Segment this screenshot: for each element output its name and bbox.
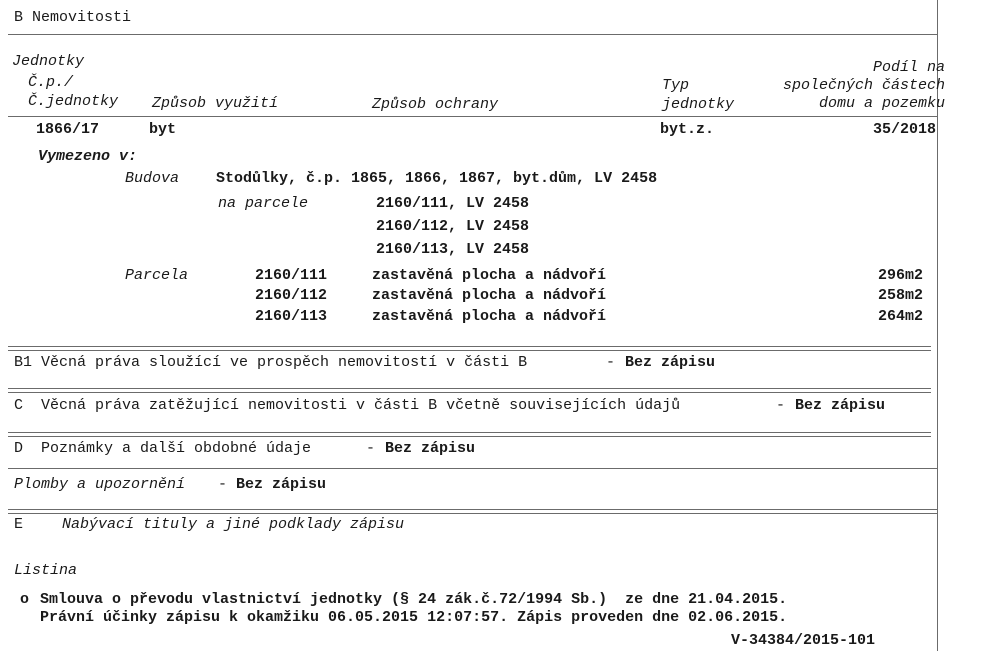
header-cjednotky: Č.jednotky — [28, 93, 119, 110]
b1-divider — [8, 350, 931, 351]
plomby-divider — [8, 468, 937, 469]
c-dash: - — [776, 397, 786, 414]
header-typ-jednotky: jednotky — [662, 96, 735, 113]
listina-bullet: o — [20, 591, 30, 608]
budova-label: Budova — [125, 170, 180, 187]
header-podil-1: Podíl na — [872, 59, 945, 76]
parcela-area: 258m2 — [877, 287, 923, 304]
parcela-type: zastavěná plocha a nádvoří — [372, 267, 607, 284]
e-divider — [8, 509, 937, 510]
parcela-area: 264m2 — [877, 308, 923, 325]
plomby-label: Plomby a upozornění — [14, 476, 186, 493]
unit-share: 35/2018 — [872, 121, 936, 138]
d-divider — [8, 432, 931, 433]
b1-value: Bez zápisu — [625, 354, 716, 371]
parcela-type: zastavěná plocha a nádvoří — [372, 308, 607, 325]
header-underline — [8, 116, 937, 117]
d-label: D Poznámky a další obdobné údaje — [14, 440, 312, 457]
b1-divider — [8, 346, 931, 347]
c-value: Bez zápisu — [795, 397, 886, 414]
plomby-value: Bez zápisu — [236, 476, 327, 493]
d-value: Bez zápisu — [385, 440, 476, 457]
c-divider — [8, 392, 931, 393]
header-podil-3: domu a pozemku — [818, 95, 945, 112]
plomby-dash: - — [218, 476, 228, 493]
budova-value: Stodůlky, č.p. 1865, 1866, 1867, byt.dům, LV 2458 — [216, 170, 658, 187]
e-divider — [8, 513, 937, 514]
parcela-number: 2160/112 — [255, 287, 328, 304]
header-cp: Č.p./ — [28, 74, 74, 91]
unit-number: 1866/17 — [36, 121, 100, 138]
listina-line-2: Právní účinky zápisu k okamžiku 06.05.2015 12:07:57. Zápis proveden dne 02.06.2015. — [40, 609, 788, 626]
parcela-label: Parcela — [125, 267, 189, 284]
unit-use: byt — [149, 121, 177, 138]
unit-type: byt.z. — [660, 121, 715, 138]
parcela-type: zastavěná plocha a nádvoří — [372, 287, 607, 304]
listina-label: Listina — [14, 562, 78, 579]
header-zpusob-vyuziti: Způsob využití — [152, 95, 279, 112]
c-divider — [8, 388, 931, 389]
d-dash: - — [366, 440, 376, 457]
vymezeno-label: Vymezeno v: — [38, 148, 138, 165]
na-parcele-item: 2160/112, LV 2458 — [376, 218, 530, 235]
c-label: C Věcná práva zatěžující nemovitosti v části B včetně souvisejících údajů — [14, 397, 681, 414]
e-letter: E — [14, 516, 24, 533]
header-typ: Typ — [662, 77, 690, 94]
b1-label: B1 Věcná práva sloužící ve prospěch nemovitostí v části B — [14, 354, 528, 371]
header-jednotky: Jednotky — [12, 53, 85, 70]
parcela-number: 2160/113 — [255, 308, 328, 325]
section-b-title: B Nemovitosti — [14, 9, 132, 26]
listina-line-1: Smlouva o převodu vlastnictví jednotky (§ 24 zák.č.72/1994 Sb.) ze dne 21.04.2015. — [40, 591, 788, 608]
na-parcele-item: 2160/113, LV 2458 — [376, 241, 530, 258]
parcela-area: 296m2 — [877, 267, 923, 284]
e-title: Nabývací tituly a jiné podklady zápisu — [62, 516, 405, 533]
listina-reference: V-34384/2015-101 — [731, 632, 876, 649]
na-parcele-label: na parcele — [218, 195, 309, 212]
parcela-number: 2160/111 — [255, 267, 328, 284]
header-zpusob-ochrany: Způsob ochrany — [372, 96, 499, 113]
d-divider — [8, 436, 931, 437]
section-b-divider — [8, 34, 937, 35]
b1-dash: - — [606, 354, 616, 371]
header-podil-2: společných částech — [782, 77, 945, 94]
na-parcele-item: 2160/111, LV 2458 — [376, 195, 530, 212]
